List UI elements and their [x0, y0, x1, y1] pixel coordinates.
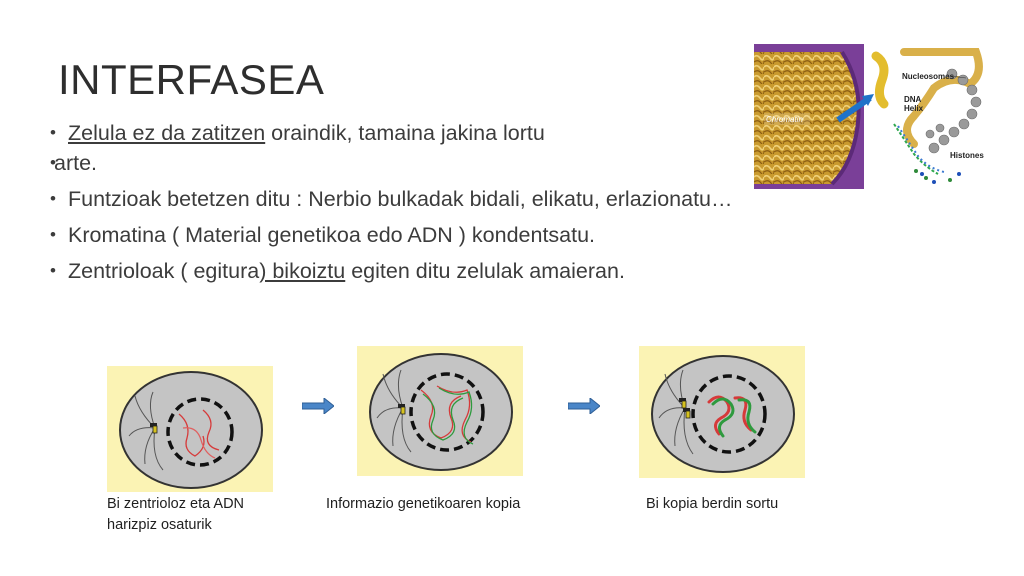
cell-diagram-2 [357, 346, 523, 476]
label-helix: Helix [904, 104, 924, 113]
label-nucleosomes: Nucleosomes [902, 72, 955, 81]
bullet-1-underlined: Zelula ez da zatitzen [68, 121, 266, 145]
bullet-4-text-b: egiten ditu zelulak amaieran. [345, 259, 625, 283]
bullet-list [50, 118, 740, 292]
caption-cell-3: Bi kopia berdin sortu [646, 496, 779, 512]
bullet-4-underlined: ) bikoiztu [259, 259, 346, 283]
chromatin-illustration [754, 44, 989, 189]
cell-diagram-3 [639, 346, 805, 478]
bullet-4 [50, 256, 740, 286]
caption-cell-2: Informazio genetikoaren kopia [326, 496, 521, 512]
bullet-1-text: oraindik, tamaina jakina lortu [265, 121, 545, 145]
label-histones: Histones [950, 151, 984, 160]
cell-body [370, 354, 512, 470]
cell-body [120, 372, 262, 488]
caption-cell-1: Bi zentrioloz eta ADN harizpiz osaturik [107, 496, 245, 533]
label-dna: DNA [904, 95, 922, 104]
cell-diagram-1 [107, 366, 273, 492]
arrow-2 [568, 398, 600, 414]
bullet-4-text-a: Zentrioloak ( egitura [68, 259, 260, 283]
arrow-1 [302, 398, 334, 414]
label-chromatin: Chromatin [766, 115, 803, 124]
bullet-2: • Funtzioak betetzen ditu : Nerbio bulkadak bidali, elikatu, erlazionatu… [50, 184, 740, 214]
bullet-3: • Kromatina ( Material genetikoa edo ADN ) kondentsatu. [50, 220, 740, 250]
bullet-1-continuation: • arte. [50, 148, 740, 178]
slide-title: INTERFASEA [58, 56, 325, 103]
bullet-1 [50, 118, 740, 148]
cell-body [652, 356, 794, 472]
